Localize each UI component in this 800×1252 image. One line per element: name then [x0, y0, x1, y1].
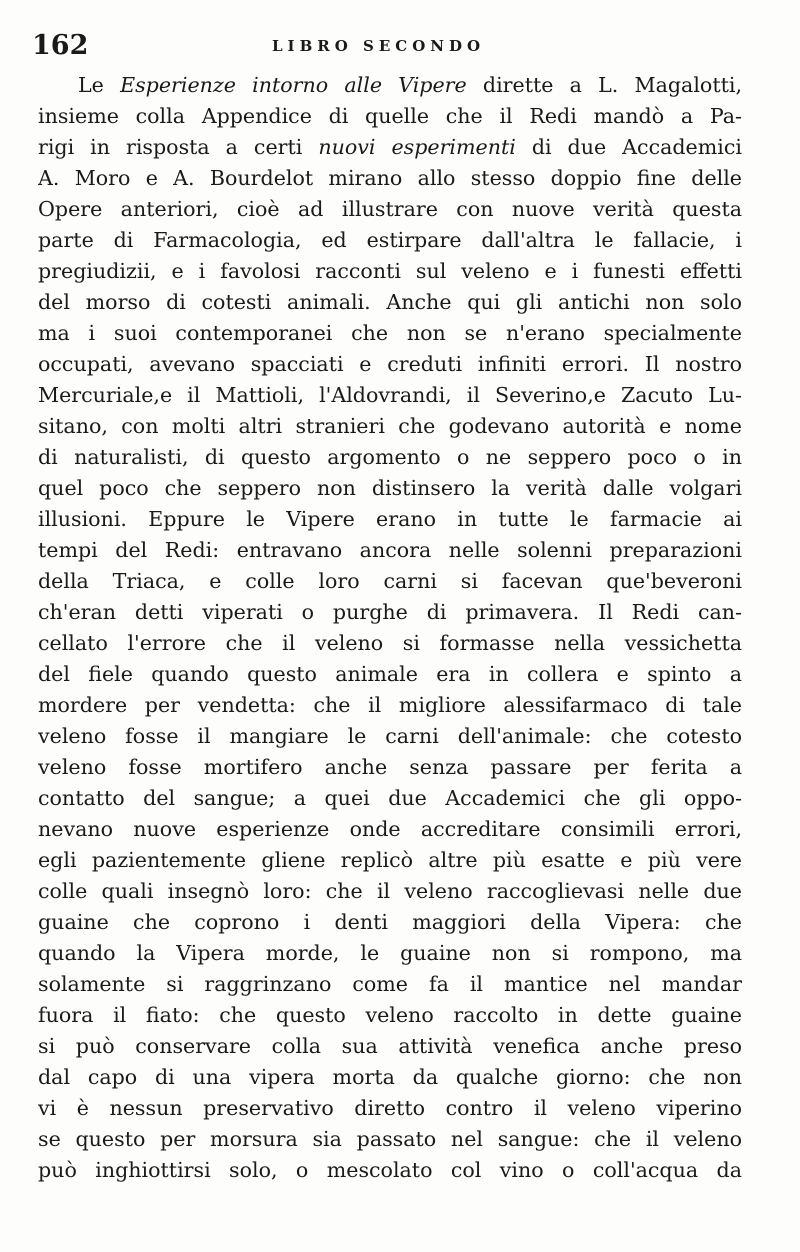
text-line: quel poco che seppero non distinsero la verità dalle volgari	[38, 476, 742, 500]
text-line: Le Esperienze intorno alle Vipere dirette a L. Magalotti,	[78, 73, 742, 97]
text-line: fuora il fiato: che questo veleno raccolto in dette guaine	[38, 1003, 742, 1027]
text-line: può inghiottirsi solo, o mescolato col vino o coll'acqua da	[38, 1158, 742, 1182]
text-line: colle quali insegnò loro: che il veleno raccoglievasi nelle due	[38, 879, 742, 903]
text-line: Opere anteriori, cioè ad illustrare con nuove verità questa	[38, 197, 742, 221]
text-line: cellato l'errore che il veleno si formasse nella vessichetta	[38, 631, 742, 655]
text-line: del fiele quando questo animale era in collera e spinto a	[38, 662, 742, 686]
text-line: A. Moro e A. Bourdelot mirano allo stesso doppio fine delle	[38, 166, 742, 190]
text-line: guaine che coprono i denti maggiori della Vipera: che	[38, 910, 742, 934]
text-line: del morso di cotesti animali. Anche qui gli antichi non solo	[38, 290, 742, 314]
text-line: vi è nessun preservativo diretto contro il veleno viperino	[38, 1096, 742, 1120]
text-line: insieme colla Appendice di quelle che il Redi mandò a Pa-	[38, 104, 742, 128]
text-line: veleno fosse il mangiare le carni dell'animale: che cotesto	[38, 724, 742, 748]
text-line: sitano, con molti altri stranieri che godevano autorità e nome	[38, 414, 742, 438]
italic-phrase: nuovi esperimenti	[318, 135, 516, 159]
text-line: nevano nuove esperienze onde accreditare consimili errori,	[38, 817, 742, 841]
text-line: tempi del Redi: entravano ancora nelle solenni preparazioni	[38, 538, 742, 562]
running-head: LIBRO SECONDO	[272, 37, 486, 55]
text-line: dal capo di una vipera morta da qualche giorno: che non	[38, 1065, 742, 1089]
body-text	[38, 70, 742, 1186]
text-line: pregiudizii, e i favolosi racconti sul veleno e i funesti effetti	[38, 259, 742, 283]
text-line: veleno fosse mortifero anche senza passare per ferita a	[38, 755, 742, 779]
text-line: se questo per morsura sia passato nel sangue: che il veleno	[38, 1127, 742, 1151]
text-line: contatto del sangue; a quei due Accademici che gli oppo-	[38, 786, 742, 810]
text-line: ma i suoi contemporanei che non se n'erano specialmente	[38, 321, 742, 345]
page-number: 162	[32, 30, 89, 61]
text-line: della Triaca, e colle loro carni si facevan que'beveroni	[38, 569, 742, 593]
text-line: mordere per vendetta: che il migliore alessifarmaco di tale	[38, 693, 742, 717]
text-line: Mercuriale,e il Mattioli, l'Aldovrandi, il Severino,e Zacuto Lu-	[38, 383, 742, 407]
text-line: si può conservare colla sua attività venefica anche preso	[38, 1034, 742, 1058]
text-line: rigi in risposta a certi nuovi esperimenti di due Accademici	[38, 135, 742, 159]
page-header	[32, 30, 772, 70]
text-line: di naturalisti, di questo argomento o ne seppero poco o in	[38, 445, 742, 469]
text-line: quando la Vipera morde, le guaine non si rompono, ma	[38, 941, 742, 965]
text-line: solamente si raggrinzano come fa il mantice nel mandar	[38, 972, 742, 996]
text-line: illusioni. Eppure le Vipere erano in tutte le farmacie ai	[38, 507, 742, 531]
italic-title: Esperienze intorno alle Vipere	[120, 73, 467, 97]
text-line: parte di Farmacologia, ed estirpare dall'altra le fallacie, i	[38, 228, 742, 252]
text-line: occupati, avevano spacciati e creduti infiniti errori. Il nostro	[38, 352, 742, 376]
text-line: egli pazientemente gliene replicò altre più esatte e più vere	[38, 848, 742, 872]
text-line: ch'eran detti viperati o purghe di primavera. Il Redi can-	[38, 600, 742, 624]
